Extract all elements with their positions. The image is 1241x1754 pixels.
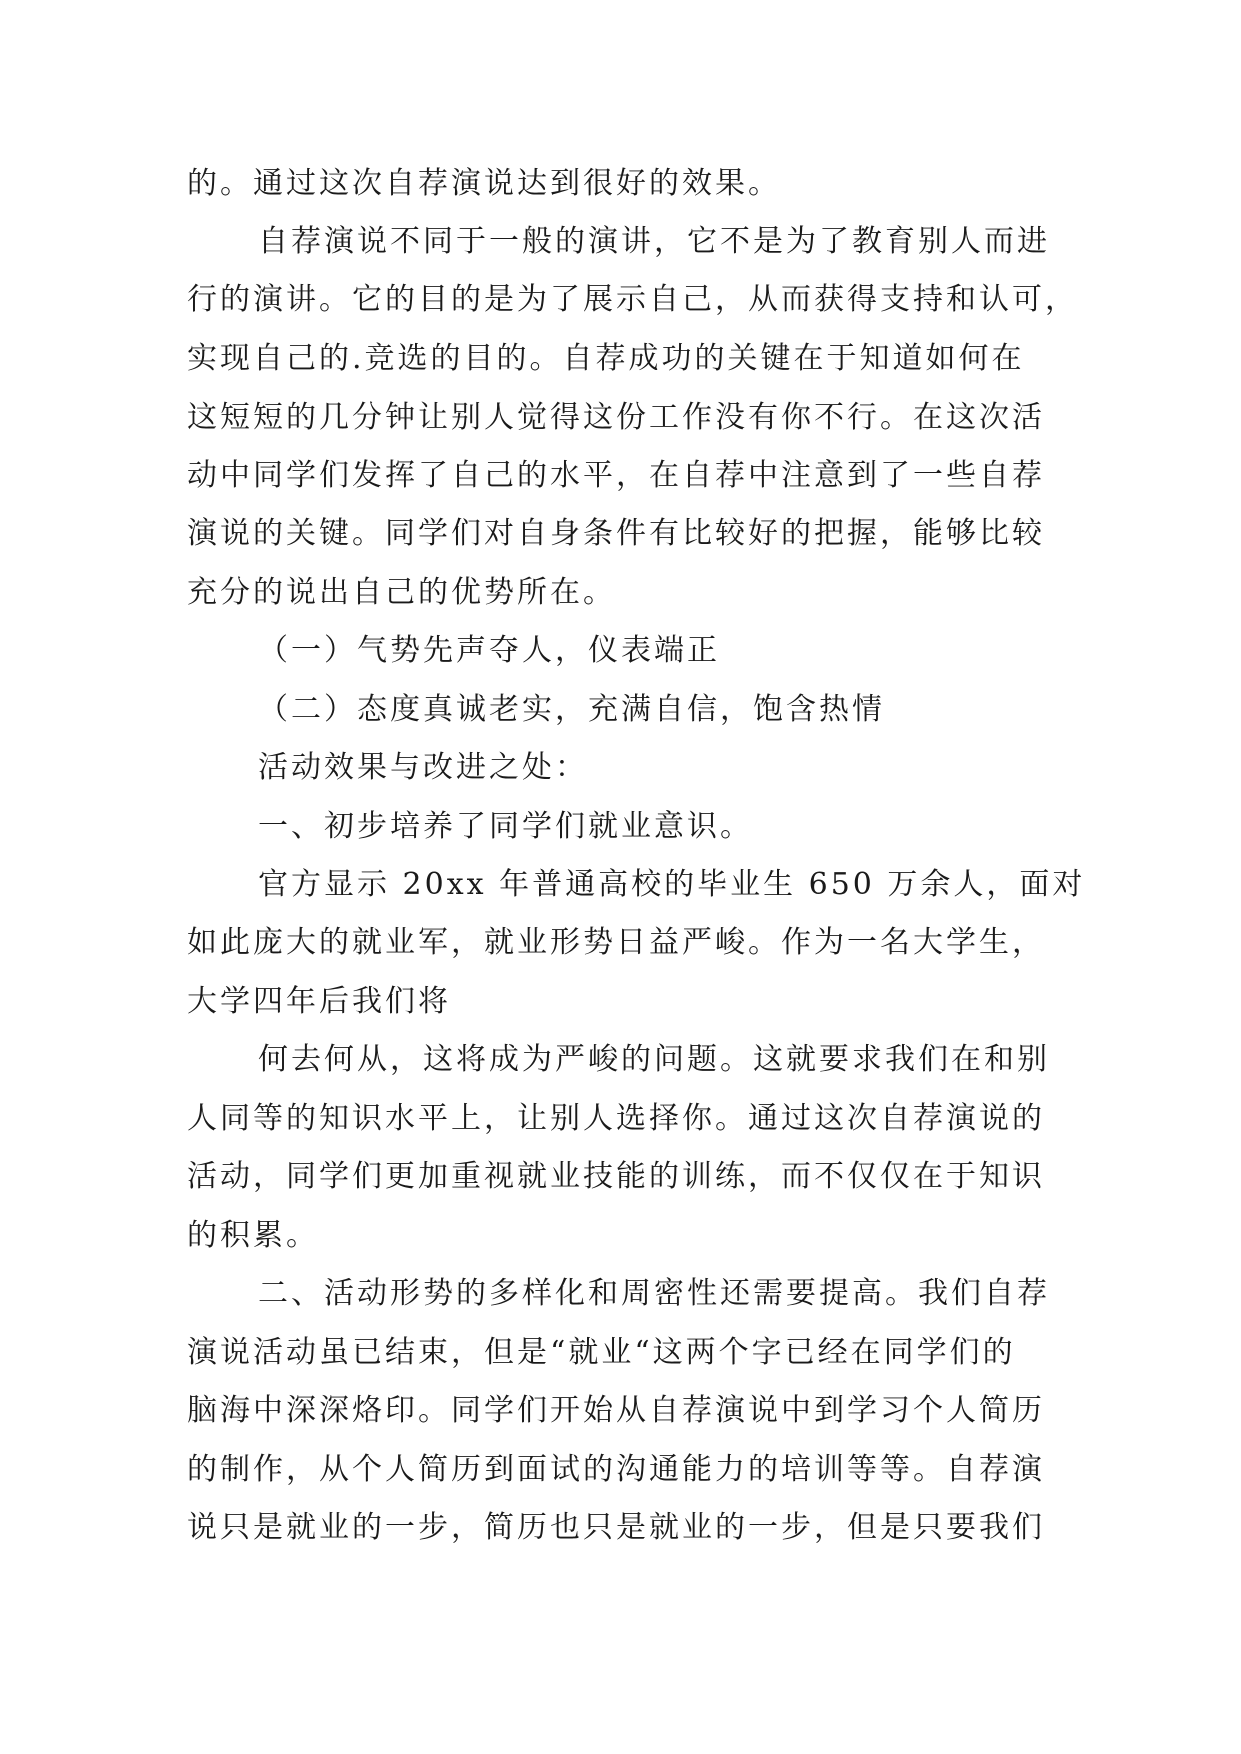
text-line: 大学四年后我们将 bbox=[187, 984, 451, 1019]
paragraph-first-line: 自荐演说不同于一般的演讲，它不是为了教育别人而进 bbox=[258, 224, 1050, 259]
text-line: 这短短的几分钟让别人觉得这份工作没有你不行。在这次活 bbox=[187, 400, 1045, 435]
text-line: 实现自己的.竞选的目的。自荐成功的关键在于知道如何在 bbox=[187, 341, 1025, 376]
text-line: 脑海中深深烙印。同学们开始从自荐演说中到学习个人简历 bbox=[187, 1393, 1045, 1428]
list-item: （二）态度真诚老实，充满自信，饱含热情 bbox=[258, 692, 885, 727]
paragraph-first-line: 何去何从，这将成为严峻的问题。这就要求我们在和别 bbox=[258, 1042, 1050, 1077]
text-line: 演说活动虽已结束，但是“就业“这两个字已经在同学们的 bbox=[187, 1335, 1016, 1370]
list-item: （一）气势先声夺人，仪表端正 bbox=[258, 633, 720, 668]
text-line: 行的演讲。它的目的是为了展示自己，从而获得支持和认可， bbox=[187, 282, 1078, 317]
section-heading: 二、活动形势的多样化和周密性还需要提高。我们自荐 bbox=[258, 1276, 1050, 1311]
text-line: 如此庞大的就业军，就业形势日益严峻。作为一名大学生， bbox=[187, 925, 1045, 960]
text-line: 的。通过这次自荐演说达到很好的效果。 bbox=[187, 166, 781, 201]
text-line: 演说的关键。同学们对自身条件有比较好的把握，能够比较 bbox=[187, 516, 1045, 551]
paragraph-first-line: 官方显示 20xx 年普通高校的毕业生 650 万余人，面对 bbox=[258, 867, 1086, 902]
section-heading: 一、初步培养了同学们就业意识。 bbox=[258, 809, 753, 844]
text-line: 人同等的知识水平上，让别人选择你。通过这次自荐演说的 bbox=[187, 1101, 1045, 1136]
text-line: 活动，同学们更加重视就业技能的训练，而不仅仅在于知识 bbox=[187, 1159, 1045, 1194]
text-line: 说只是就业的一步，简历也只是就业的一步，但是只要我们 bbox=[187, 1510, 1045, 1545]
text-line: 的积累。 bbox=[187, 1218, 319, 1253]
section-heading: 活动效果与改进之处： bbox=[258, 750, 588, 785]
text-line: 的制作，从个人简历到面试的沟通能力的培训等等。自荐演 bbox=[187, 1452, 1045, 1487]
text-line: 动中同学们发挥了自己的水平，在自荐中注意到了一些自荐 bbox=[187, 458, 1045, 493]
text-line: 充分的说出自己的优势所在。 bbox=[187, 575, 616, 610]
